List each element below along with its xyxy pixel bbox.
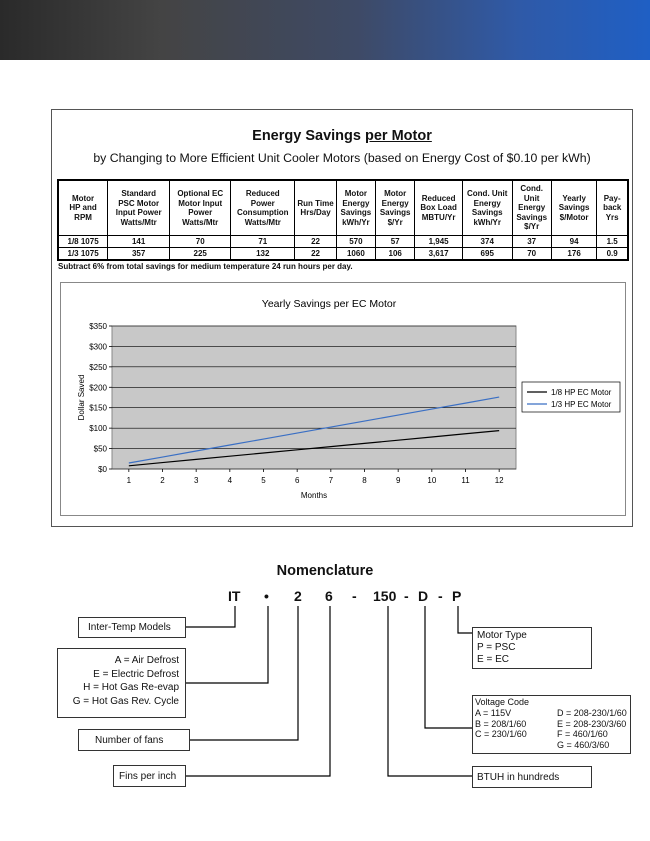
column-header: Reduced Box Load MBTU/Yr: [415, 180, 463, 236]
label-btuh: BTUH in hundreds: [472, 766, 592, 788]
code-separator-dot: •: [264, 588, 269, 604]
column-header: Motor HP and RPM: [58, 180, 108, 236]
table-cell: 94: [551, 236, 597, 248]
table-cell: 37: [512, 236, 551, 248]
x-tick-label: 1: [126, 476, 132, 485]
y-tick-label: $50: [93, 444, 107, 454]
table-cell: 70: [512, 248, 551, 261]
table-cell: 1/3 1075: [58, 248, 108, 261]
column-header: Motor Energy Savings kWh/Yr: [336, 180, 375, 236]
column-header: Run Time Hrs/Day: [295, 180, 336, 236]
x-tick-label: 12: [494, 476, 504, 485]
energy-subtitle: by Changing to More Efficient Unit Cooler Motors (based on Energy Cost of $0.10 per kWh): [93, 151, 591, 165]
y-tick-label: $100: [89, 424, 107, 434]
table-cell: 106: [376, 248, 415, 261]
x-tick-label: 5: [261, 476, 266, 485]
column-header: Cond. Unit Energy Savings kWh/Yr: [462, 180, 512, 236]
table-cell: 1,945: [415, 236, 463, 248]
table-cell: 1/8 1075: [58, 236, 108, 248]
column-header: Standard PSC Motor Input Power Watts/Mtr: [108, 180, 170, 236]
y-tick-label: $200: [89, 383, 107, 393]
table-cell: 695: [462, 248, 512, 261]
table-cell: 22: [295, 236, 336, 248]
table-cell: 141: [108, 236, 170, 248]
column-header: Pay- back Yrs: [597, 180, 628, 236]
label-models: Inter-Temp Models: [78, 617, 186, 638]
y-axis-label: Dollar Saved: [77, 374, 86, 421]
code-separator-dash: -: [438, 588, 443, 604]
code-part-fins: 6: [325, 588, 333, 604]
table-cell: 57: [376, 236, 415, 248]
label-defrost: A = Air Defrost E = Electric Defrost H = Hot Gas Re-evap G = Hot Gas Rev. Cycle: [57, 648, 186, 718]
table-note: Subtract 6% from total savings for medium temperature 24 run hours per day.: [58, 262, 353, 271]
column-header: Optional EC Motor Input Power Watts/Mtr: [170, 180, 231, 236]
table-cell: 570: [336, 236, 375, 248]
code-separator-dash: -: [404, 588, 409, 604]
table-cell: 1060: [336, 248, 375, 261]
x-tick-label: 11: [461, 476, 470, 485]
y-tick-label: $0: [98, 465, 107, 474]
column-header: Motor Energy Savings $/Yr: [376, 180, 415, 236]
column-header: Yearly Savings $/Motor: [551, 180, 597, 236]
nomenclature-title: Nomenclature: [276, 563, 374, 579]
code-part-fans: 2: [294, 588, 302, 604]
table-cell: 3,617: [415, 248, 463, 261]
table-cell: 225: [170, 248, 231, 261]
code-separator-dash: -: [352, 588, 357, 604]
table-cell: 0.9: [597, 248, 628, 261]
table-cell: 176: [551, 248, 597, 261]
x-tick-label: 7: [328, 476, 334, 485]
label-motor-type: Motor Type P = PSC E = EC: [472, 627, 592, 669]
y-tick-label: $350: [89, 322, 107, 331]
table-cell: 132: [231, 248, 295, 261]
x-tick-label: 10: [427, 476, 437, 485]
y-tick-label: $250: [89, 362, 107, 372]
x-tick-label: 3: [193, 476, 199, 485]
energy-title: Energy Savings per Motor: [252, 128, 432, 144]
table-cell: 70: [170, 236, 231, 248]
table-cell: 374: [462, 236, 512, 248]
column-header: Cond. Unit Energy Savings $/Yr: [512, 180, 551, 236]
code-part-btuh: 150: [373, 588, 397, 604]
y-tick-label: $150: [89, 403, 107, 413]
table-cell: 357: [108, 248, 170, 261]
code-part-motor: P: [452, 588, 462, 604]
legend-entry: 1/8 HP EC Motor: [551, 388, 612, 397]
column-header: Reduced Power Consumption Watts/Mtr: [231, 180, 295, 236]
table-cell: 71: [231, 236, 295, 248]
label-fins: Fins per inch: [113, 765, 186, 787]
x-tick-label: 8: [362, 476, 367, 485]
x-tick-label: 4: [227, 476, 233, 485]
chart-title: Yearly Savings per EC Motor: [261, 298, 397, 310]
code-part-voltage: D: [418, 588, 429, 604]
y-tick-label: $300: [89, 342, 107, 352]
x-tick-label: 2: [160, 476, 165, 485]
legend-entry: 1/3 HP EC Motor: [551, 400, 612, 409]
x-axis-label: Months: [300, 491, 328, 500]
x-tick-label: 6: [294, 476, 300, 485]
x-tick-label: 9: [395, 476, 401, 485]
label-fans: Number of fans: [78, 729, 190, 751]
label-voltage: Voltage Code A = 115V B = 208/1/60 C = 230/1/60 D = 208-230/1/60 E = 208-230/3/60 F = 460/1/60 G = 460/3/60: [472, 695, 631, 754]
table-cell: 22: [295, 248, 336, 261]
code-part-model: IT: [228, 588, 241, 604]
table-cell: 1.5: [597, 236, 628, 248]
